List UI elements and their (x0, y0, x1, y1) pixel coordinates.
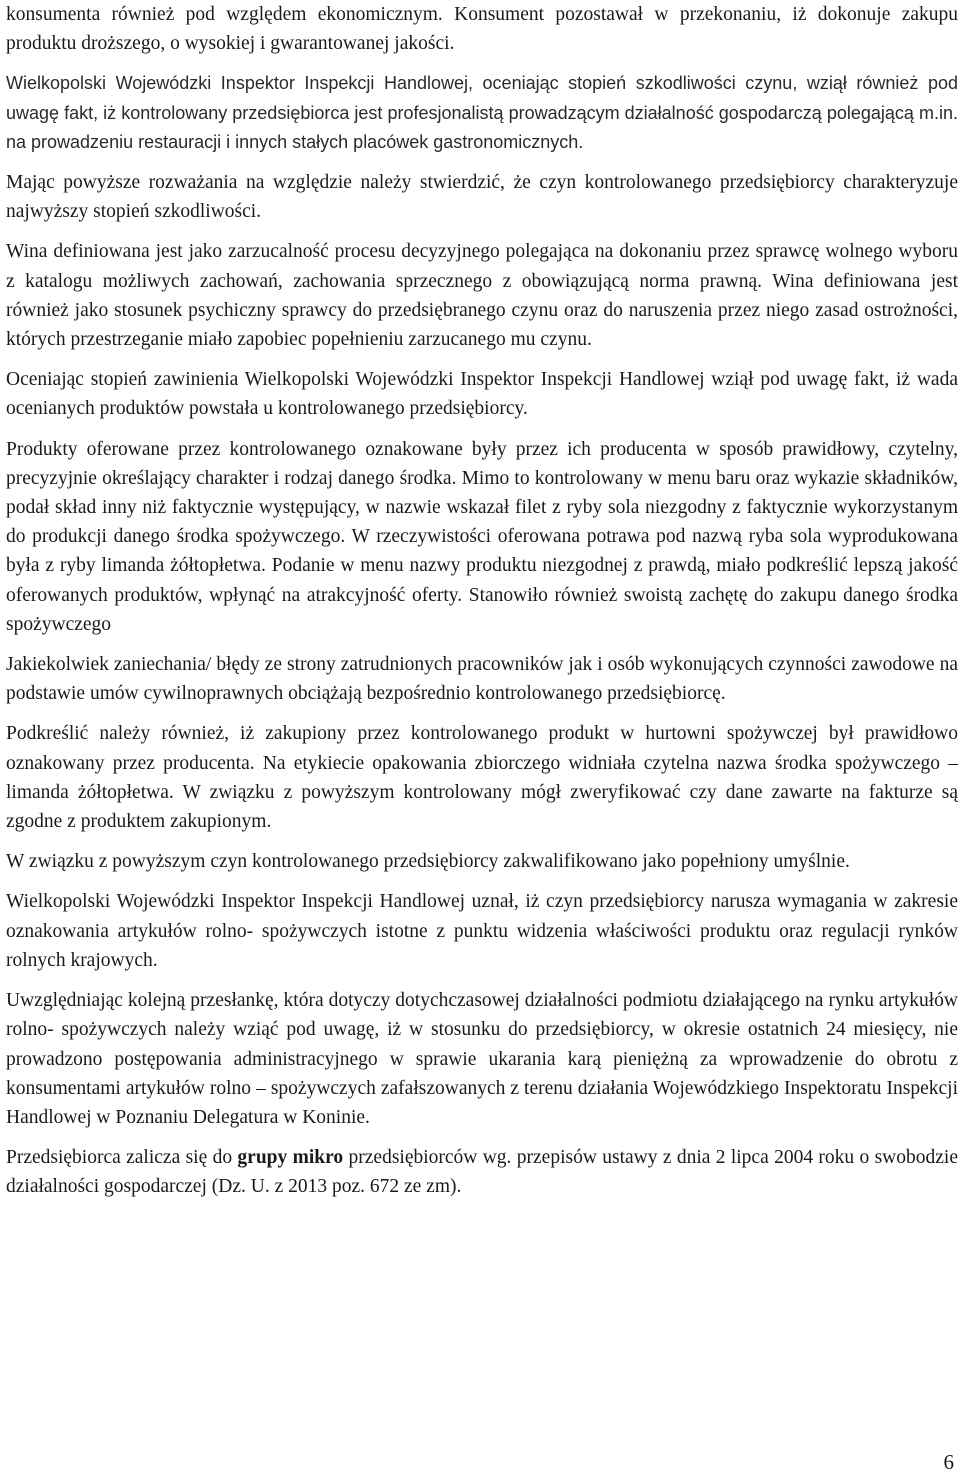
paragraph-11: Uwzględniając kolejną przesłankę, która dotyczy dotychczasowej działalności podmiotu działającego na rynku artykułów rolno- spożywczych należy wziąć pod uwagę, iż w stosunku do przedsiębiorcy, w okresie ostatnich 24 miesięcy, nie prowadzono postępowania administracyjnego w sprawie ukarania karą pieniężną za wprowadzenie do obrotu z konsumentami artykułów rolno – spożywczych zafałszowanych z terenu działania Wojewódzkiego Inspektoratu Inspekcji Handlowej w Poznaniu Delegatura w Koninie. (6, 990, 958, 1128)
paragraph-1: konsumenta również pod względem ekonomicznym. Konsument pozostawał w przekonaniu, iż dokonuje zakupu produktu droższego, o wysokiej i gwarantowanej jakości. (6, 4, 958, 55)
paragraph-7: Jakiekolwiek zaniechania/ błędy ze strony zatrudnionych pracowników jak i osób wykonujących czynności zawodowe na podstawie umów cywilnoprawnych obciążają bezpośrednio kontrolowanego przedsiębiorcę. (6, 654, 958, 705)
document-page (6, 0, 958, 1202)
paragraph-9: W związku z powyższym czyn kontrolowanego przedsiębiorcy zakwalifikowano jako popełniony umyślnie. (6, 851, 850, 873)
paragraph-8: Podkreślić należy również, iż zakupiony przez kontrolowanego produkt w hurtowni spożywczej był prawidłowo oznakowany przez producenta. Na etykiecie opakowania zbiorczego widniała czytelna nazwa środka spożywczego – limanda żółtopłetwa. W związku z powyższym kontrolowany mógł zweryfikować czy dane zawarte na fakturze są zgodne z produktem zakupionym. (6, 723, 958, 833)
paragraph-12 (6, 1143, 958, 1201)
paragraph-5: Oceniając stopień zawinienia Wielkopolski Wojewódzki Inspektor Inspekcji Handlowej wziął pod uwagę fakt, iż wada ocenianych produktów powstała u kontrolowanego przedsiębiorcy. (6, 369, 958, 420)
paragraph-12-before: Przedsiębiorca zalicza się do (6, 1147, 238, 1169)
paragraph-12-after: przedsiębiorców wg. przepisów ustawy z dnia 2 lipca 2004 roku o swobodzie działalności gospodarczej (Dz. U. z 2013 poz. 672 ze zm). (6, 1147, 958, 1198)
paragraph-10: Wielkopolski Wojewódzki Inspektor Inspekcji Handlowej uznał, iż czyn przedsiębiorcy narusza wymagania w zakresie oznakowania artykułów rolno- spożywczych istotne z punktu widzenia właściwości produktu oraz regulacji rynków rolnych krajowych. (6, 891, 958, 971)
paragraph-4: Wina definiowana jest jako zarzucalność procesu decyzyjnego polegająca na dokonaniu przez sprawcę wolnego wyboru z katalogu możliwych zachowań, zachowania sprzecznego z obowiązującą norma prawną. Wina definiowana jest również jako stosunek psychiczny sprawcy do przedsiębranego czynu oraz do naruszenia przez niego zasad ostrożności, których przestrzeganie miało zapobiec popełnieniu zarzucanego mu czynu. (6, 241, 958, 351)
paragraph-2: Wielkopolski Wojewódzki Inspektor Inspekcji Handlowej, oceniając stopień szkodliwości czynu, wziął również pod uwagę fakt, iż kontrolowany przedsiębiorca jest profesjonalistą prowadzącym działalność gospodarczą polegającą m.in. na prowadzeniu restauracji i innych stałych placówek gastronomicznych. (6, 73, 958, 152)
paragraph-3: Mając powyższe rozważania na względzie należy stwierdzić, że czyn kontrolowanego przedsiębiorcy charakteryzuje najwyższy stopień szkodliwości. (6, 172, 958, 223)
paragraph-6: Produkty oferowane przez kontrolowanego oznakowane były przez ich producenta w sposób prawidłowy, czytelny, precyzyjnie określający charakter i rodzaj danego środka. Mimo to kontrolowany w menu baru oraz wykazie składników, podał skład inny niż faktycznie występujący, w nazwie wskazał filet z ryby sola niezgodny z faktycznie wykorzystanym do produkcji danego środka spożywczego. W rzeczywistości oferowana potrawa pod nazwą ryba sola wyprodukowana była z ryby limanda żółtopłetwa. Podanie w menu nazwy produktu niezgodnej z prawdą, miało podkreślić lepszą jakość oferowanych produktów, wpłynąć na atrakcyjność oferty. Stanowiło również swoistą zachętę do zakupu danego środka spożywczego (6, 438, 958, 635)
page-number: 6 (943, 1450, 954, 1474)
paragraph-12-bold: grupy mikro (237, 1147, 344, 1169)
